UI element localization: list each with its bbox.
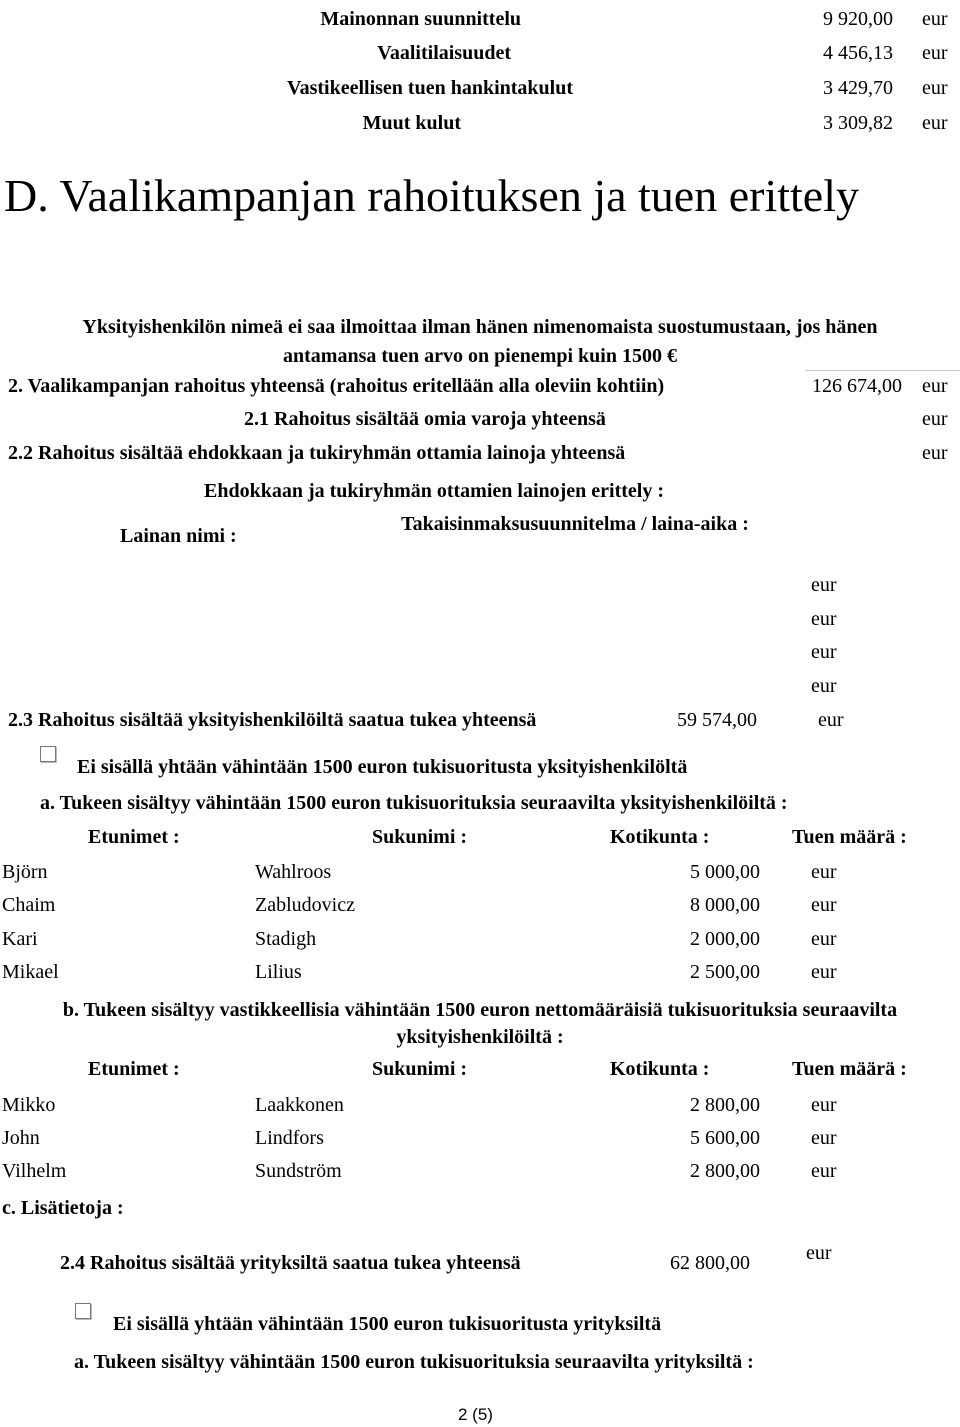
expense-unit: eur (922, 42, 948, 64)
expense-unit: eur (922, 112, 948, 134)
loan-row-unit: eur (811, 608, 837, 630)
donor-last-name: Wahlroos (255, 861, 332, 883)
donor-first-name: Björn (2, 861, 48, 883)
private-c-title: c. Lisätietoja : (2, 1197, 124, 1219)
expense-amount: 4 456,13 (823, 42, 893, 64)
own-funds-label: 2.1 Rahoitus sisältää omia varoja yhteensä (244, 408, 606, 430)
donor-last-name: Stadigh (255, 928, 317, 950)
header-amount: Tuen määrä : (792, 826, 907, 848)
no-company-support-checkbox[interactable] (75, 1303, 91, 1319)
header-amount: Tuen määrä : (792, 1058, 907, 1080)
loans-label: 2.2 Rahoitus sisältää ehdokkaan ja tukiryhmän ottamia lainoja yhteensä (8, 442, 626, 464)
donor-unit: eur (811, 861, 837, 883)
donor-first-name: Vilhelm (2, 1160, 67, 1182)
header-first-name: Etunimet : (88, 826, 180, 848)
loan-row-unit: eur (811, 574, 837, 596)
expense-label: Vastikeellisen tuen hankintakulut (286, 77, 573, 99)
donor-unit: eur (811, 894, 837, 916)
own-funds-unit: eur (922, 408, 948, 430)
donor-amount: 2 800,00 (690, 1160, 760, 1182)
donor-last-name: Zabludovicz (255, 894, 355, 916)
donor-amount: 2 800,00 (690, 1094, 760, 1116)
page-number: 2 (5) (458, 1405, 493, 1424)
donor-unit: eur (811, 1160, 837, 1182)
donor-first-name: Mikael (2, 961, 59, 983)
divider (805, 370, 960, 371)
loan-row-unit: eur (811, 675, 837, 697)
company-label: 2.4 Rahoitus sisältää yrityksiltä saatua tukea yhteensä (60, 1252, 521, 1274)
header-municipality: Kotikunta : (610, 1058, 710, 1080)
no-company-support-label: Ei sisällä yhtään vähintään 1500 euron tukisuoritusta yrityksiltä (113, 1313, 662, 1335)
private-unit: eur (818, 709, 844, 731)
total-amount: 126 674,00 (812, 375, 902, 397)
privacy-note: Yksityishenkilön nimeä ei saa ilmoittaa ilman hänen nimenomaista suostumustaan, jos hänen antamansa tuen arvo on pienempi kuin 1500 € (82, 316, 878, 367)
loans-unit: eur (922, 442, 948, 464)
expense-label: Mainonnan suunnittelu (320, 8, 521, 30)
donor-first-name: Chaim (2, 894, 56, 916)
private-b-title: b. Tukeen sisältyy vastikkeellisia vähintään 1500 euron nettomääräisiä tukisuorituksia seuraavilta yksityishenkilöiltä : (62, 999, 898, 1048)
donor-amount: 2 000,00 (690, 928, 760, 950)
donor-last-name: Lindfors (255, 1127, 324, 1149)
donor-first-name: Mikko (2, 1094, 56, 1116)
donor-amount: 5 600,00 (690, 1127, 760, 1149)
loans-breakdown-title: Ehdokkaan ja tukiryhmän ottamien lainojen erittely : (204, 480, 665, 502)
donor-last-name: Sundström (255, 1160, 342, 1182)
donor-unit: eur (811, 1127, 837, 1149)
expense-amount: 9 920,00 (823, 8, 893, 30)
private-a-title: a. Tukeen sisältyy vähintään 1500 euron tukisuorituksia seuraavilta yksityishenkilöiltä : (40, 792, 788, 814)
header-last-name: Sukunimi : (372, 1058, 468, 1080)
total-label: 2. Vaalikampanjan rahoitus yhteensä (rahoitus eritellään alla oleviin kohtiin) (8, 375, 665, 397)
section-title: D. Vaalikampanjan rahoituksen ja tuen erittely (4, 170, 859, 221)
donor-first-name: Kari (2, 928, 38, 950)
expense-amount: 3 309,82 (823, 112, 893, 134)
donor-amount: 2 500,00 (690, 961, 760, 983)
company-unit: eur (806, 1242, 832, 1264)
company-amount: 62 800,00 (670, 1252, 750, 1274)
private-label: 2.3 Rahoitus sisältää yksityishenkilöiltä saatua tukea yhteensä (8, 709, 537, 731)
header-first-name: Etunimet : (88, 1058, 180, 1080)
loans-col-plan: Takaisinmaksusuunnitelma / laina-aika : (401, 513, 749, 535)
company-a-title: a. Tukeen sisältyy vähintään 1500 euron tukisuorituksia seuraavilta yrityksiltä : (74, 1351, 754, 1373)
donor-amount: 8 000,00 (690, 894, 760, 916)
donor-last-name: Lilius (255, 961, 302, 983)
private-amount: 59 574,00 (677, 709, 757, 731)
header-municipality: Kotikunta : (610, 826, 710, 848)
donor-last-name: Laakkonen (255, 1094, 344, 1116)
expense-unit: eur (922, 77, 948, 99)
donor-amount: 5 000,00 (690, 861, 760, 883)
donor-unit: eur (811, 961, 837, 983)
expense-unit: eur (922, 8, 948, 30)
loan-row-unit: eur (811, 641, 837, 663)
expense-label: Muut kulut (362, 112, 461, 134)
expense-amount: 3 429,70 (823, 77, 893, 99)
donor-unit: eur (811, 1094, 837, 1116)
header-last-name: Sukunimi : (372, 826, 468, 848)
no-private-support-checkbox[interactable] (40, 746, 56, 762)
expense-label: Vaalitilaisuudet (377, 42, 511, 64)
donor-unit: eur (811, 928, 837, 950)
donor-first-name: John (2, 1127, 40, 1149)
no-private-support-label: Ei sisällä yhtään vähintään 1500 euron tukisuoritusta yksityishenkilöltä (77, 756, 688, 778)
loans-col-name: Lainan nimi : (120, 525, 237, 547)
total-unit: eur (922, 375, 948, 397)
